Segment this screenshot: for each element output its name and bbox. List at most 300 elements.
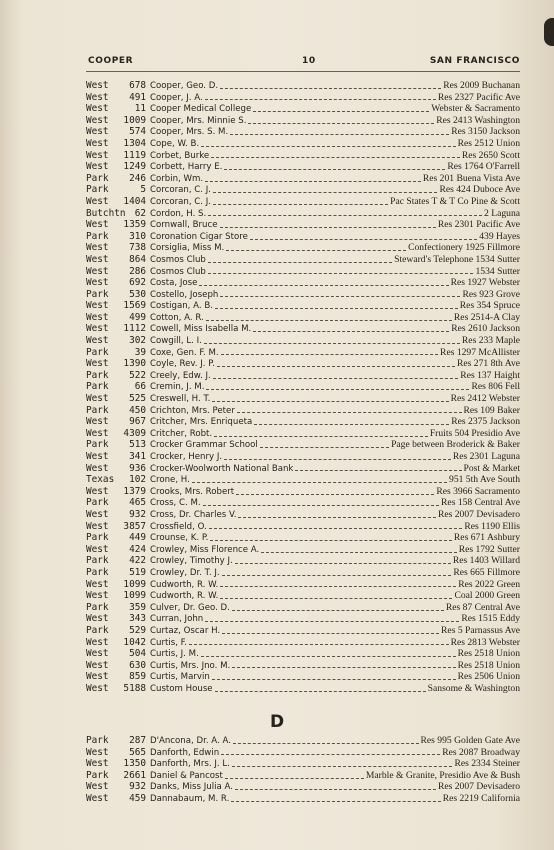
leader-dots (220, 226, 436, 228)
subscriber-name: Cudworth, R. W. (150, 579, 219, 590)
phone-number: 1304 (123, 137, 146, 149)
directory-entry (86, 405, 520, 417)
leader-dots (206, 319, 452, 321)
subscriber-name: Corcoran, C. J. (150, 196, 212, 207)
directory-entry (86, 532, 520, 544)
exchange: West (86, 613, 109, 625)
subscriber-name: Cordon, H. S. (150, 208, 207, 219)
subscriber-name: Cotton, A. R. (150, 312, 204, 323)
exchange: West (86, 219, 109, 231)
subscriber-name: Coronation Cigar Store (150, 231, 248, 242)
exchange: West (86, 335, 109, 347)
subscriber-address: Res 806 Fell (471, 381, 520, 393)
leader-dots (203, 504, 439, 506)
directory-entry (86, 579, 520, 591)
directory-entry (86, 463, 520, 475)
leader-dots (254, 423, 449, 425)
directory-entry (86, 735, 520, 747)
subscriber-name: Cosmos Club (150, 254, 206, 265)
directory-entry (86, 648, 520, 660)
subscriber-name: Curtis, F. (150, 637, 187, 648)
exchange: West (86, 485, 109, 497)
subscriber-name: Cooper, Mrs. S. M. (150, 127, 229, 138)
leader-dots (222, 632, 439, 634)
phone-number: 1359 (123, 219, 146, 231)
subscriber-name: Curtis, Mrs. Jno. M. (150, 660, 231, 671)
directory-entry (86, 80, 520, 92)
directory-entry (86, 747, 520, 759)
phone-number: 302 (129, 335, 146, 347)
subscriber-name: Cowgill, L. I. (150, 336, 202, 347)
exchange: Park (86, 369, 109, 381)
subscriber-address: Steward's Telephone 1534 Sutter (394, 253, 520, 265)
phone-number: 525 (129, 393, 146, 405)
phone-number: 286 (129, 265, 146, 277)
leader-dots (232, 765, 453, 767)
directory-entry (86, 335, 520, 347)
subscriber-address: 1534 Sutter (475, 265, 520, 277)
leader-dots (226, 249, 406, 251)
directory-entry (86, 242, 520, 254)
phone-number: 1009 (123, 114, 146, 126)
exchange: West (86, 323, 109, 335)
subscriber-name: Cooper, Mrs. Minnie S. (150, 115, 247, 126)
subscriber-name: Daniel & Pancost (150, 770, 223, 781)
exchange: West (86, 195, 109, 207)
directory-entry (86, 660, 520, 672)
subscriber-address: 951 5th Ave South (449, 474, 520, 486)
directory-entry (86, 323, 520, 335)
phone-number: 1099 (123, 590, 146, 602)
phone-number: 692 (129, 277, 146, 289)
leader-dots (238, 516, 435, 518)
subscriber-address: Res 665 Fillmore (453, 566, 520, 578)
exchange: West (86, 358, 109, 370)
phone-number: 102 (129, 474, 146, 486)
directory-entry (86, 555, 520, 567)
subscriber-name: Creely, Edw. J. (150, 370, 211, 381)
directory-entry (86, 602, 520, 614)
phone-number: 513 (129, 439, 146, 451)
subscriber-address: Res 1927 Webster (450, 277, 520, 289)
subscriber-name: Coyle, Rev. J. P. (150, 359, 215, 370)
phone-number: 932 (129, 508, 146, 520)
subscriber-address: Res 271 8th Ave (457, 358, 520, 370)
subscriber-address: Res 671 Ashbury (453, 532, 520, 544)
phone-number: 5188 (123, 682, 146, 694)
phone-number: 738 (129, 242, 146, 254)
exchange: Park (86, 624, 109, 636)
directory-entry (86, 300, 520, 312)
directory-entry (86, 289, 520, 301)
directory-entry (86, 497, 520, 509)
directory-entry (86, 254, 520, 266)
subscriber-address: Sansome & Washington (427, 682, 520, 694)
subscriber-name: Culver, Dr. Geo. D. (150, 602, 230, 613)
exchange: West (86, 300, 109, 312)
directory-entry (86, 625, 520, 637)
phone-number: 519 (129, 566, 146, 578)
phone-number: 932 (129, 781, 146, 793)
directory-entry (86, 439, 520, 451)
subscriber-address: Page between Broderick & Baker (391, 439, 520, 451)
subscriber-address: Res 424 Duboce Ave (439, 184, 520, 196)
directory-entry (86, 781, 520, 793)
subscriber-address: Webster & Sacramento (431, 103, 520, 115)
exchange: West (86, 137, 109, 149)
subscriber-address: Res 1297 McAllister (440, 346, 520, 358)
directory-entry (86, 115, 520, 127)
directory-entry (86, 161, 520, 173)
exchange: Park (86, 555, 109, 567)
leader-dots (224, 168, 445, 170)
subscriber-address: Post & Market (463, 462, 520, 474)
subscriber-address: Res 201 Buena Vista Ave (422, 172, 520, 184)
phone-number: 529 (129, 624, 146, 636)
subscriber-address: Res 2022 Green (458, 578, 520, 590)
phone-number: 424 (129, 543, 146, 555)
subscriber-address: Res 109 Baker (463, 404, 520, 416)
leader-dots (220, 87, 441, 89)
page-header (88, 56, 520, 70)
directory-entry (86, 416, 520, 428)
subscriber-address: Marble & Granite, Presidio Ave & Bush (365, 769, 520, 781)
leader-dots (210, 539, 452, 541)
subscriber-name: Custom House (150, 683, 213, 694)
leader-dots (220, 585, 456, 587)
leader-dots (208, 261, 392, 263)
phone-number: 859 (129, 671, 146, 683)
subscriber-name: Cross, Dr. Charles V. (150, 509, 237, 520)
directory-entry (86, 219, 520, 231)
leader-dots (208, 214, 482, 216)
exchange: West (86, 393, 109, 405)
exchange: West (86, 508, 109, 520)
subscriber-address: Res 137 Haight (460, 369, 520, 381)
subscriber-address: Res 2219 California (442, 792, 520, 804)
subscriber-name: Danforth, Mrs. J. L. (150, 759, 230, 770)
leader-dots (205, 180, 421, 182)
directory-entry (86, 347, 520, 359)
phone-number: 1249 (123, 161, 146, 173)
binding-mark (544, 18, 554, 46)
exchange: Park (86, 346, 109, 358)
exchange: Park (86, 172, 109, 184)
subscriber-address: Res 2514-A Clay (453, 311, 520, 323)
subscriber-name: Corbett, Harry E. (150, 162, 223, 173)
leader-dots (212, 678, 456, 680)
subscriber-address: Res 2375 Jackson (451, 416, 520, 428)
directory-entry (86, 358, 520, 370)
subscriber-name: Corsiglia, Miss M. (150, 243, 225, 254)
exchange: Park (86, 497, 109, 509)
directory-list-c (86, 80, 520, 694)
leader-dots (295, 469, 461, 471)
exchange: West (86, 462, 109, 474)
subscriber-address: Res 2518 Union (457, 648, 520, 660)
subscriber-address: Res 2610 Jackson (451, 323, 520, 335)
subscriber-address: Res 995 Golden Gate Ave (420, 735, 520, 746)
subscriber-name: Crocker-Woolworth National Bank (150, 463, 294, 474)
exchange: West (86, 746, 109, 758)
leader-dots (205, 620, 459, 622)
subscriber-name: Creswell, H. T. (150, 394, 211, 405)
exchange: West (86, 277, 109, 289)
leader-dots (208, 272, 474, 274)
directory-entry (86, 428, 520, 440)
phone-number: 864 (129, 253, 146, 265)
leader-dots (230, 133, 449, 135)
subscriber-name: Critcher, Robt. (150, 428, 213, 439)
subscriber-name: Danks, Miss Julia A. (150, 782, 233, 793)
subscriber-name: Corcoran, C. J. (150, 185, 212, 196)
phone-number: 630 (129, 659, 146, 671)
subscriber-name: Crocker Grammar School (150, 440, 258, 451)
phone-number: 1350 (123, 758, 146, 770)
phone-number: 522 (129, 369, 146, 381)
subscriber-address: Res 1190 Ellis (464, 520, 520, 532)
exchange: Park (86, 230, 109, 242)
leader-dots (232, 609, 444, 611)
exchange: West (86, 416, 109, 428)
subscriber-address: Res 2087 Broadway (442, 746, 520, 758)
exchange: West (86, 682, 109, 694)
subscriber-name: Curtaz, Oscar H. (150, 625, 221, 636)
phone-number: 574 (129, 126, 146, 138)
phone-number: 62 (134, 207, 146, 219)
section-letter: D (269, 712, 285, 732)
subscriber-address: Res 2650 Scott (461, 149, 520, 161)
phone-number: 491 (129, 91, 146, 103)
phone-number: 1112 (123, 323, 146, 335)
directory-entry (86, 312, 520, 324)
subscriber-name: Costigan, A. B. (150, 301, 213, 312)
phone-number: 967 (129, 416, 146, 428)
leader-dots (236, 493, 434, 495)
subscriber-address: 439 Hayes (479, 230, 520, 242)
subscriber-name: Corbet, Burke (150, 150, 210, 161)
leader-dots (206, 388, 469, 390)
header-left: COOPER (88, 56, 134, 66)
exchange: West (86, 758, 109, 770)
subscriber-address: Res 87 Central Ave (445, 601, 520, 613)
leader-dots (224, 458, 451, 460)
exchange: West (86, 543, 109, 555)
exchange: Park (86, 769, 109, 781)
leader-dots (204, 342, 460, 344)
exchange: West (86, 265, 109, 277)
phone-number: 1042 (123, 636, 146, 648)
subscriber-address: Res 2813 Webster (450, 636, 520, 648)
subscriber-name: Cooper, Geo. D. (150, 81, 219, 91)
subscriber-name: Cooper, J. A. (150, 92, 203, 103)
phone-number: 246 (129, 172, 146, 184)
directory-entry (86, 370, 520, 382)
exchange: West (86, 648, 109, 660)
subscriber-name: Critcher, Mrs. Enriqueta (150, 417, 253, 428)
subscriber-address: Res 2334 Steiner (454, 758, 520, 770)
exchange: West (86, 103, 109, 115)
phone-number: 1404 (123, 195, 146, 207)
subscriber-address: Res 354 Spruce (459, 300, 520, 312)
exchange: West (86, 80, 109, 91)
phone-number: 341 (129, 451, 146, 462)
leader-dots (199, 284, 448, 286)
directory-entry (86, 683, 520, 695)
subscriber-address: Res 158 Central Ave (441, 497, 520, 509)
exchange: Park (86, 532, 109, 544)
subscriber-address: Fruits 504 Presidio Ave (429, 427, 520, 439)
phone-number: 5 (140, 184, 146, 196)
exchange: West (86, 114, 109, 126)
directory-entry (86, 196, 520, 208)
directory-entry (86, 231, 520, 243)
leader-dots (237, 411, 462, 413)
phone-number: 287 (129, 735, 146, 746)
leader-dots (221, 353, 438, 355)
leader-dots (253, 110, 429, 112)
leader-dots (213, 191, 437, 193)
directory-entry (86, 567, 520, 579)
header-right: SAN FRANCISCO (429, 56, 520, 66)
leader-dots (212, 400, 448, 402)
directory-entry (86, 277, 520, 289)
subscriber-address: Res 1792 Sutter (458, 543, 520, 555)
leader-dots (235, 788, 436, 790)
leader-dots (214, 435, 428, 437)
phone-number: 936 (129, 462, 146, 474)
exchange: West (86, 781, 109, 793)
phone-number: 359 (129, 601, 146, 613)
phone-number: 504 (129, 648, 146, 660)
phone-number: 459 (129, 792, 146, 804)
exchange: Park (86, 439, 109, 451)
subscriber-name: Cosmos Club (150, 266, 206, 277)
directory-entry (86, 590, 520, 602)
subscriber-address: Res 233 Maple (461, 335, 520, 347)
phone-number: 11 (134, 103, 146, 115)
directory-entry (86, 381, 520, 393)
leader-dots (248, 122, 434, 124)
directory-entry (86, 486, 520, 498)
subscriber-address: Res 2413 Washington (436, 114, 520, 126)
phone-number: 66 (134, 381, 146, 393)
phone-number: 343 (129, 613, 146, 625)
leader-dots (220, 295, 460, 297)
subscriber-address: Res 1764 O'Farrell (447, 161, 520, 173)
phone-number: 449 (129, 532, 146, 544)
subscriber-name: Cross, C. M. (150, 498, 201, 509)
directory-entry (86, 126, 520, 138)
phone-number: 678 (129, 80, 146, 91)
leader-dots (225, 777, 364, 779)
leader-dots (232, 666, 455, 668)
leader-dots (213, 377, 459, 379)
phone-number: 39 (134, 346, 146, 358)
phone-number: 465 (129, 497, 146, 509)
subscriber-address: Res 2412 Webster (450, 393, 520, 405)
leader-dots (192, 481, 447, 483)
exchange: West (86, 792, 109, 804)
leader-dots (213, 203, 388, 205)
phone-number: 422 (129, 555, 146, 567)
subscriber-address: Res 2009 Buchanan (443, 80, 520, 91)
phone-number: 499 (129, 311, 146, 323)
leader-dots (222, 574, 452, 576)
subscriber-name: Crone, H. (150, 475, 190, 486)
exchange: West (86, 427, 109, 439)
subscriber-address: Res 2301 Pacific Ave (437, 219, 520, 231)
phone-number: 2661 (123, 769, 146, 781)
exchange: West (86, 161, 109, 173)
leader-dots (261, 551, 456, 553)
phone-number: 1569 (123, 300, 146, 312)
directory-entry (86, 637, 520, 649)
page-number: 10 (302, 56, 316, 66)
exchange: West (86, 590, 109, 602)
directory-entry (86, 544, 520, 556)
subscriber-name: Cudworth, R. W. (150, 591, 219, 602)
exchange: West (86, 659, 109, 671)
leader-dots (220, 597, 452, 599)
subscriber-name: Crowley, Dr. T. J. (150, 567, 220, 578)
leader-dots (209, 527, 463, 529)
directory-entry (86, 474, 520, 486)
subscriber-address: Res 2518 Union (457, 659, 520, 671)
phone-number: 3857 (123, 520, 146, 532)
subscriber-name: Curran, John (150, 614, 204, 625)
phone-number: 565 (129, 746, 146, 758)
leader-dots (233, 742, 419, 744)
leader-dots (201, 145, 456, 147)
exchange: Park (86, 735, 109, 746)
directory-entry (86, 173, 520, 185)
subscriber-name: Costa, Jose (150, 278, 198, 289)
subscriber-address: Res 5 Parnassus Ave (441, 624, 520, 636)
subscriber-name: Crocker, Henry J. (150, 452, 223, 462)
subscriber-address: Pac States T & T Co Pine & Scott (390, 195, 520, 207)
phone-number: 4309 (123, 427, 146, 439)
exchange: Texas (86, 474, 115, 486)
phone-number: 530 (129, 288, 146, 300)
exchange: West (86, 520, 109, 532)
subscriber-address: Res 2007 Devisadero (437, 508, 520, 520)
leader-dots (253, 330, 449, 332)
directory-entry (86, 613, 520, 625)
phone-number: 1099 (123, 578, 146, 590)
subscriber-address: Res 3150 Jackson (451, 126, 520, 138)
subscriber-name: Corbin, Wm. (150, 173, 204, 184)
directory-entry (86, 770, 520, 782)
subscriber-address: Res 2506 Union (457, 671, 520, 683)
subscriber-address: Res 2512 Union (457, 137, 520, 149)
directory-entry (86, 184, 520, 196)
leader-dots (215, 690, 426, 692)
leader-dots (211, 156, 460, 158)
subscriber-name: Crooks, Mrs. Robert (150, 486, 235, 497)
subscriber-address: Res 1515 Eddy (461, 613, 520, 625)
subscriber-name: Curtis, J. M. (150, 649, 199, 660)
exchange: Park (86, 381, 109, 393)
exchange: West (86, 451, 109, 462)
subscriber-name: Crowley, Miss Florence A. (150, 544, 260, 555)
subscriber-name: Dannabaum, M. R. (150, 793, 230, 804)
exchange: West (86, 242, 109, 254)
subscriber-name: Costello, Joseph (150, 289, 219, 300)
subscriber-address: Res 2327 Pacific Ave (437, 91, 520, 103)
directory-entry (86, 208, 520, 220)
directory-list-d (86, 735, 520, 805)
